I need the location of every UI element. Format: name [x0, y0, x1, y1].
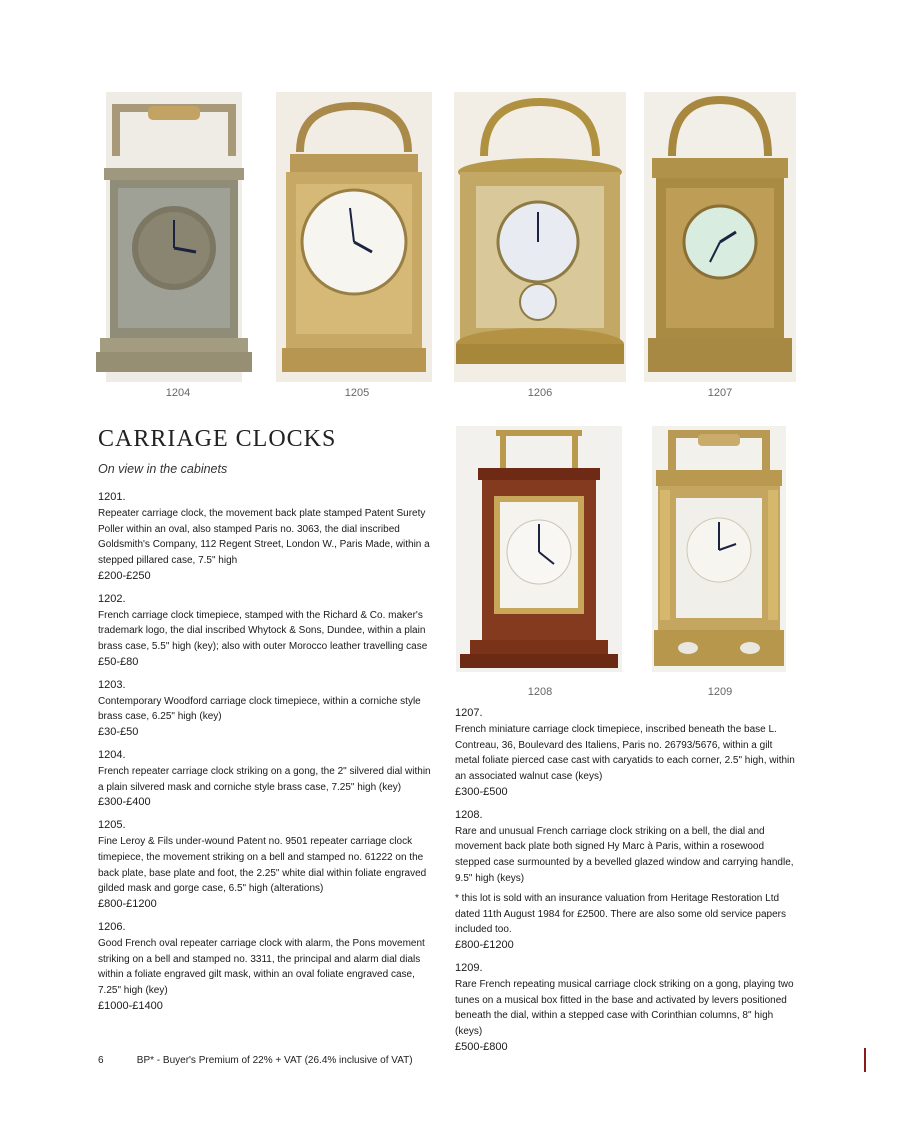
lot-estimate: £500-£800: [455, 1040, 508, 1053]
lot-entry: [98, 748, 438, 811]
clock-image-1205: [276, 92, 432, 382]
lot-number: 1202.: [98, 592, 126, 605]
clock-image-1207: [644, 92, 796, 382]
lot-estimate: £800-£1200: [455, 939, 514, 952]
lot-description: French miniature carriage clock timepiece, inscribed beneath the base L. Contreau, 36, Boulevard des Italiens, Paris no. 26793/5676, within a gilt metal foliate pierced case cast with caryatids to each corner, 2.5" high, within an associated walnut case (keys): [455, 723, 795, 783]
lot-estimate: £30-£50: [98, 726, 139, 739]
clock-image-1206: [454, 92, 626, 382]
lot-description: Good French oval repeater carriage clock with alarm, the Pons movement striking on a bell and stamped no. 3311, the principal and alarm dial dials within a foliate engraved gilt mask, within an oval foliate engraved case, 7.25" high (key): [98, 937, 425, 997]
lot-description: French carriage clock timepiece, stamped with the Richard & Co. maker's trademark logo, the dial inscribed Whytock & Sons, Dundee, within a plain brass case, 5.5" high (key); also with outer Morocco leather travelling case: [98, 609, 428, 653]
clock-image-1208: [456, 426, 622, 672]
lot-number: 1204.: [98, 748, 126, 761]
section-title: CARRIAGE CLOCKS: [98, 426, 337, 452]
lot-estimate: £300-£500: [455, 785, 508, 798]
lot-entry: [98, 678, 438, 741]
lot-entry: [98, 920, 438, 1015]
lots-left-column: [98, 490, 438, 1022]
lot-description: Fine Leroy & Fils under-wound Patent no. 9501 repeater carriage clock timepiece, the movement striking on a bell and stamped no. 61222 on the back plate, base plate and foot, the 2.25" white dial within foliate engraved gilded mask and gorge case, 6.5" high (alterations): [98, 835, 427, 895]
lot-entry: [455, 961, 795, 1056]
lots-right-column: [455, 706, 795, 1063]
clock-image-1209: [652, 426, 786, 672]
caption-1209: 1209: [707, 686, 733, 698]
buyers-premium-note: BP* - Buyer's Premium of 22% + VAT (26.4% inclusive of VAT): [136, 1055, 413, 1066]
lot-entry: [455, 706, 795, 801]
caption-1204: 1204: [165, 387, 191, 399]
section-subtitle: On view in the cabinets: [98, 462, 228, 476]
lot-entry: [98, 490, 438, 585]
lot-description: Rare French repeating musical carriage clock striking on a gong, playing two tunes on a musical box fitted in the base and activated by levers positioned beneath the dial, within a stepped case with Corinthian columns, 8" high (keys): [455, 978, 794, 1038]
lot-entry: [98, 818, 438, 913]
lot-note: * this lot is sold with an insurance valuation from Heritage Restoration Ltd dated 11th August 1984 for £2500. There are also some old service papers included too.: [455, 892, 786, 936]
lot-number: 1201.: [98, 491, 126, 503]
lot-estimate: £800-£1200: [98, 898, 157, 911]
caption-1208: 1208: [527, 686, 553, 698]
caption-1206: 1206: [527, 387, 553, 399]
lot-number: 1206.: [98, 920, 126, 933]
lot-entry: [98, 592, 438, 671]
clock-image-1204: [96, 92, 252, 382]
lot-estimate: £300-£400: [98, 796, 151, 809]
lot-description: Repeater carriage clock, the movement back plate stamped Patent Surety Poller within an oval, also stamped Paris no. 3063, the dial inscribed Goldsmith's Company, 112 Regent Street, London W., Paris Made, within a stepped pillared case, 7.5" high: [98, 507, 430, 567]
lot-description: Contemporary Woodford carriage clock timepiece, within a corniche style brass case, 6.25" high (key): [98, 695, 421, 723]
lot-number: 1209.: [455, 961, 483, 974]
lot-estimate: £200-£250: [98, 569, 151, 582]
lot-entry: [455, 808, 795, 954]
caption-1207: 1207: [707, 387, 733, 399]
lot-estimate: £50-£80: [98, 655, 139, 668]
page-edge-marker: [864, 1048, 866, 1072]
lot-estimate: £1000-£1400: [98, 999, 163, 1012]
page-number: 6: [98, 1055, 104, 1066]
lot-description: Rare and unusual French carriage clock striking on a bell, the dial and movement back plate both signed Hy Marc à Paris, within a rosewood stepped case surmounted by a bevelled glazed window and carrying handle, 9.5" high (keys): [455, 825, 794, 884]
lot-number: 1207.: [455, 707, 483, 719]
lot-number: 1205.: [98, 819, 126, 832]
page-footer: [98, 1055, 413, 1066]
lot-number: 1208.: [455, 808, 483, 821]
caption-1205: 1205: [344, 387, 370, 399]
lot-description: French repeater carriage clock striking on a gong, the 2" silvered dial within a plain silvered mask and corniche style brass case, 7.25" high (key): [98, 765, 431, 793]
lot-number: 1203.: [98, 678, 126, 691]
